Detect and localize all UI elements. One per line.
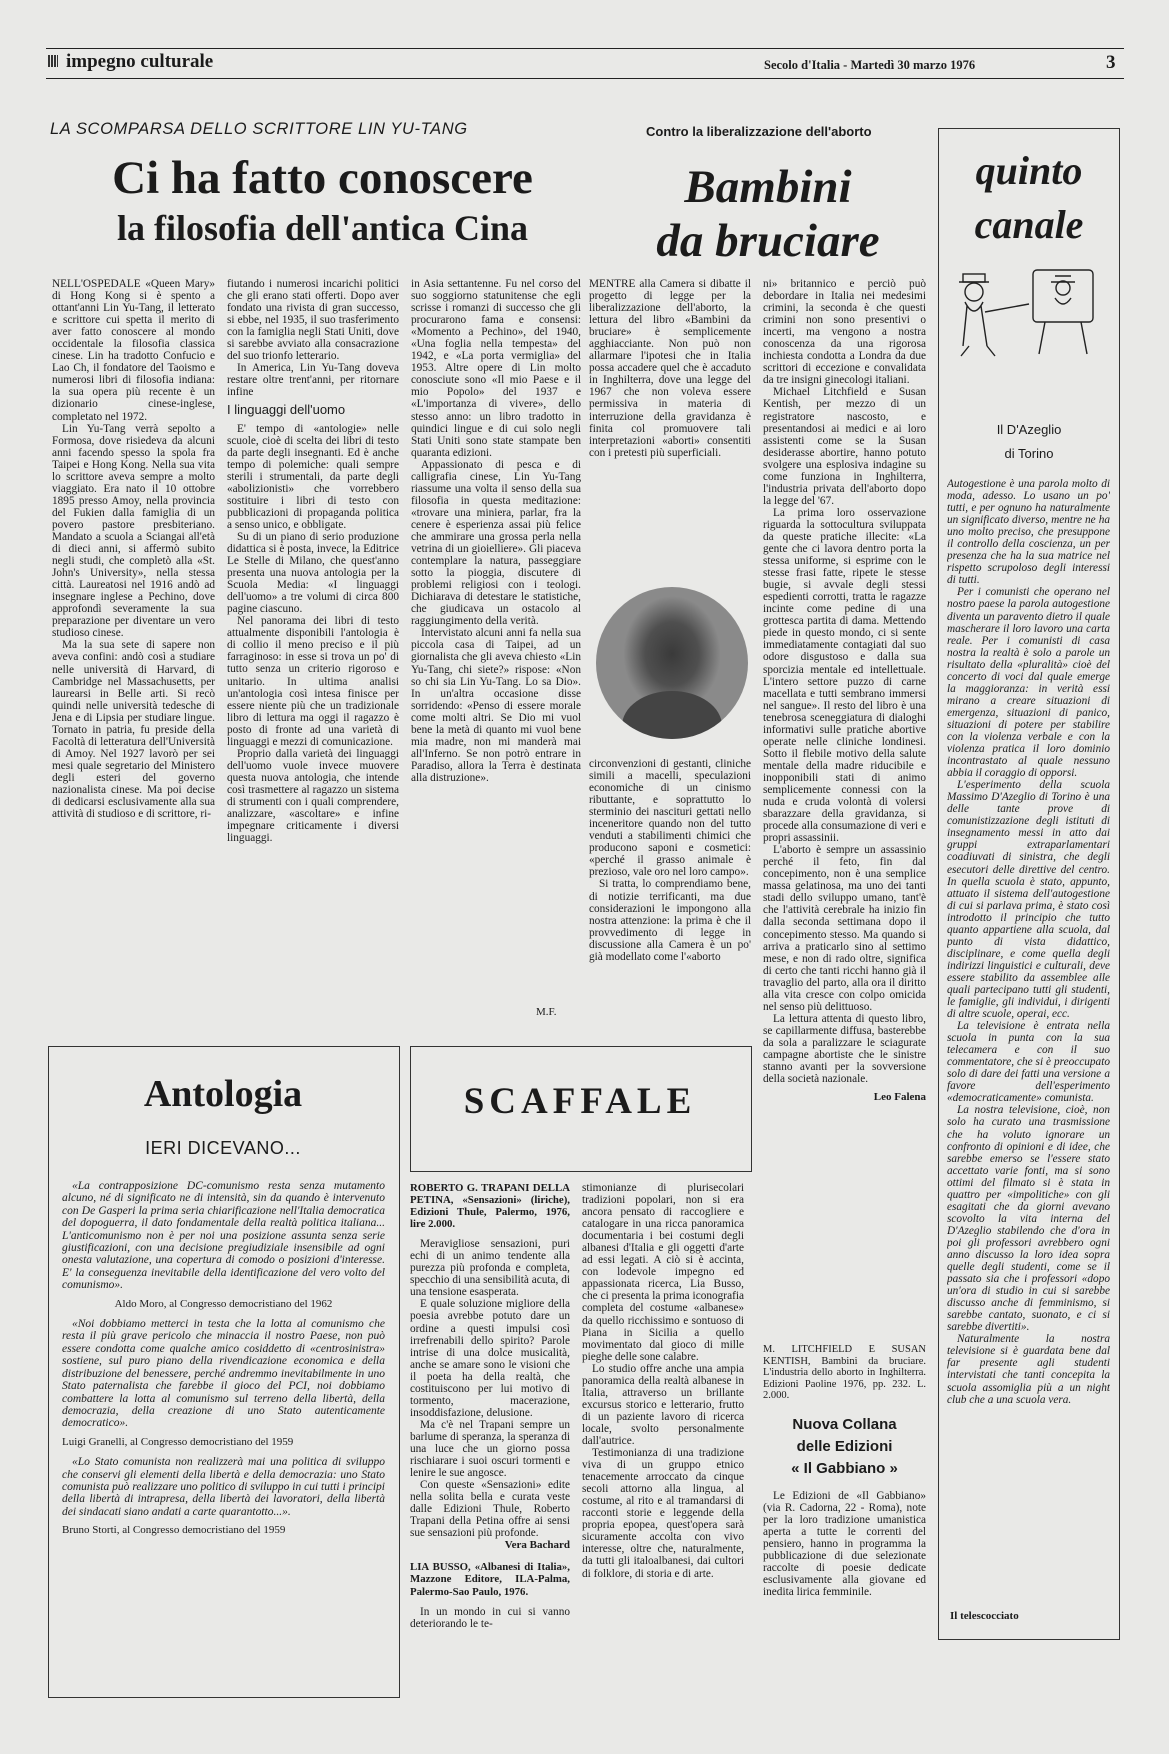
article1-col2-p2: In America, Lin Yu-Tang doveva restare oltre trent'anni, per ritornare infine <box>227 362 399 399</box>
antologia-quote1: «La contrapposizione DC-comunismo resta senza mutamento alcuno, né di significato ne di intensità, sin da quando è intervenuto con De Gasperi la prima seria chiarificazione nell'Italia democratica del dopoguerra, il dato fondamentale della realtà politica italiana... L'anticomunismo non è per noi una posizione assunta senza serie giustificazioni, con una decisione pregiudiziale insensibile ad ogni onesta valutazione, una copertura di comodo o posizioni d'interesse. E' la conseguenza inevitabile della identificazione del vero volto del comunismo». <box>62 1180 385 1292</box>
quinto-p4: La televisione è entrata nella scuola in punta con la sua telecamera e con il suo commentatore, che si è preoccupato solo di dare dei fatti una versione a favore dell'esperimento «democraticamente» comunista. <box>947 1020 1110 1105</box>
article1-col3-p1: in Asia settantenne. Fu nel corso del suo soggiorno statunitense che egli scrisse i romanzi di successo che gli procurarono fama e consensi: «Momento a Pechino», del 1940, «Una foglia nella tempesta» del 1942, e «La porta vermiglia» del 1953. Altre opere di Lin molto conosciute sono «Il mio Paese e il mio Popolo» del 1937 e «L'importanza di vivere», dello stesso anno: un libro tradotto in quindici lingue e di cui solo negli Stati Uniti sono state stampate ben quaranta edizioni. <box>411 278 581 459</box>
scaffale-col2-p2: Lo studio offre anche una ampia panoramica della realtà albanese in Italia, attraverso un brillante excursus storico e letterario, frutto di un paziente lavoro di ricerca locale, svolto personalmente dall'autrice. <box>582 1362 744 1447</box>
quinto-p2: Per i comunisti che operano nel nostro paese la parola autogestione diventa un paravento dietro il quale mascherare il loro lavoro una carta reale. Per i comunisti di casa nostra la realtà è solo a parole un risultato della «pluralità» cioè del concerto di voci dal quale emerge la maggioranza: in verità essi mirano a creare situazioni di emergenza, situazioni di panico, situazioni di potere per stabilire con la violenza verbale e con la violenza pratica il loro dominio incontrastato al quale nessuno abbia il coraggio di opporsi. <box>947 586 1110 780</box>
article2-signature: Leo Falena <box>873 1091 926 1104</box>
antologia-attr3: Bruno Storti, al Congresso democristiano del 1959 <box>62 1524 286 1537</box>
article2-col2-p4: L'aborto è sempre un assassinio perché il feto, fin dal concepimento, non è una semplice massa gelatinosa, ma uno dei tanti stadi dello sviluppo umano, tant'è che l'attività cerebrale ha inizio fin dalla seconda settimana dopo il concepimento stesso. Ma quando si arriva a praticarlo sino al settimo mese, e non di rado oltre, significa di certo che tanti ricchi hanno già il travaglio del parto, alla ora il diritto alla vita cresce con colpo omicida nel senso più delittuoso. <box>763 844 926 1013</box>
article2-book-reference: M. LITCHFIELD E SUSAN KENTISH, Bambini da bruciare. L'industria dello aborto in Inghilterra. Edizioni Paoline 1976, pp. 232. L. 2.000. <box>763 1344 926 1401</box>
collana-text: Le Edizioni de «Il Gabbiano» (via R. Cadorna, 22 - Roma), note per la loro tradizione umanistica aperta a tutte le correnti del pensiero, hanno in programma la pubblicazione di due selezionate raccolte di poesie dedicate esclusivamente alla giovane ed inedita lirica femminile. <box>763 1490 926 1599</box>
scaffale-title: SCAFFALE <box>463 1081 697 1122</box>
article2-title-line1: Bambini <box>684 161 852 213</box>
child-photo <box>596 587 748 739</box>
article1-col2-p3: E' tempo di «antologie» nelle scuole, cioè di scelta dei libri di testo da parte degli insegnanti. Ed è anche tempo di polemiche: quali sempre sterili i strumentali, da parte degli «abolizionisti» che vorrebbero sostituire i libri di testo con pubblicazioni di propaganda politica a senso unico, e obbligate. <box>227 422 399 531</box>
article1-col3-p3: Intervistato alcuni anni fa nella sua piccola casa di Taipei, ad un giornalista che gli aveva chiesto «Lin Yu-Tang, chi siete?» rispose: «Non so chi sia Lin Yu-Tang. Lo sa Dio». In un'altra occasione disse sorridendo: «Penso di essere morale come molti altri. Se Dio mi vuol bene la metà di quanto mi vuol bene mia madre, non mi manderà mai all'Inferno. Se non potrò entrare in Paradiso, allora la Terra è destinata alla distruzione». <box>411 627 581 784</box>
article1-kicker: LA SCOMPARSA DELLO SCRITTORE LIN YU-TANG <box>50 120 468 138</box>
collana-title-line1: Nuova Collana <box>792 1416 897 1433</box>
article2-col1-p3: Si tratta, lo comprendiamo bene, di notizie terrificanti, ma due considerazioni le impongono alla nostra attenzione: la prima è che il provvedimento di legge in discussione alla Camera è un po' già modellato come l'«aborto <box>589 878 751 963</box>
article1-title-line2: la filosofia dell'antica Cina <box>116 208 528 248</box>
scaffale-book1-p2: E quale soluzione migliore della poesia avrebbe potuto dare un ordine a questi impulsi così irrefrenabili dello spirito? Parole intrise di una dolce musicalità, anche se amare sono le visioni che il poeta ha della realtà, che costituiscono per lui motivo di tormento, macerazione, insoddisfazione, delusione. <box>410 1298 570 1419</box>
article2-title-line2: da bruciare <box>656 215 880 267</box>
quinto-byline-line2: di Torino <box>1004 446 1054 461</box>
scaffale-book2-p1: In un mondo in cui si vanno deteriorando le te- <box>410 1605 570 1630</box>
article1-col2-p4: Su di un piano di serio produzione didattica si è posta, invece, la Editrice Le Stelle di Milano, che quest'anno presenta una nuova antologia per la Scuola Media: «I linguaggi dell'uomo» a tre volumi di circa 800 pagine ciascuno. <box>227 530 399 616</box>
article2-title <box>598 160 938 268</box>
collana-body <box>763 1490 926 1695</box>
quinto-body <box>947 478 1110 1600</box>
article1-column-3 <box>411 278 581 998</box>
scaffale-column-1 <box>410 1182 570 1702</box>
quinto-signature: Il telescocciato <box>950 1610 1019 1622</box>
article1-col1-p1: NELL'OSPEDALE «Queen Mary» di Hong Kong si è spento a ottant'anni Lin Yu-Tang, il letterato e scrittore cui spetta il merito di aver fatto conoscere al mondo occidentale la filosofia classica cinese. Lin ha tradotto Confucio e Lao Ch, il fondatore del Taoismo e numerosi libri di filosofia indiana: la sua opera più recente è un dizionario cinese-inglese, completato nel 1972. <box>52 278 215 423</box>
quinto-title-line2: canale <box>974 202 1084 247</box>
tv-cartoon-illustration <box>955 262 1105 372</box>
scaffale-book1-ref: ROBERTO G. TRAPANI DELLA PETINA, «Sensazioni» (liriche), Edizioni Thule, Palermo, 1976, lire 2.000. <box>410 1182 570 1231</box>
newspaper-dateline: Secolo d'Italia - Martedì 30 marzo 1976 <box>764 58 976 72</box>
antologia-quote2: «Noi dobbiamo metterci in testa che la lotta al comunismo che resta il più grave pericolo che minaccia il nostro Paese, non può essere condotta come qualche amico cosiddetto di «centrosinistra» sostiene, sul puro piano della rivendicazione economica e della distribuzione del benessere, perché andremmo inevitabilmente in uno Stato paternalista che farebbe il gioco del PCI, noi dobbiamo combattere la lotta al comunismo sul terreno della libertà, della democrazia, della creazione di uno Stato autenticamente democratico». <box>62 1318 385 1430</box>
page-number: 3 <box>1106 52 1116 73</box>
article1-column-2 <box>227 278 399 1023</box>
collana-title-line3: « Il Gabbiano » <box>791 1460 898 1477</box>
article1-col1-p3: Ma la sua sete di sapere non aveva confini: andò così a studiare nelle università di Harvard, di Cambridge nel Massachusetts, per laurearsi in Belle arti. Si recò quindi nelle università tedesche di Jena e di Lipsia per studiare lingue. Tornato in patria, fu preside della Facoltà di letteratura dell'Università di Amoy. Nel 1927 lavorò per sei mesi quale segretario del Ministero degli esteri del governo nazionalista cinese. Ma poi decise di dedicarsi esclusivamente alla sua attività di studioso e di scrittore, ri- <box>52 639 215 821</box>
quinto-title-line1: quinto <box>975 148 1083 193</box>
article1-signature: M.F. <box>536 1006 557 1018</box>
article1-col2-p5: Nel panorama dei libri di testo attualmente disponibili l'antologia è di collio il meno preciso e il più farraginoso: in esse si trova un po' di tutto senza un criterio rigoroso e unitario. In ultima analisi un'antologia così intesa finisce per essere niente più che un tradizionale libro di lettura ma oggi il ragazzo è posto di fronte ad una varietà di linguaggi e mezzi di comunicazione. <box>227 615 399 748</box>
collana-title-line2: delle Edizioni <box>796 1438 893 1455</box>
antologia-attr1: Aldo Moro, al Congresso democristiano del 1962 <box>114 1297 333 1310</box>
article1-column-1 <box>52 278 215 1023</box>
quinto-p5: La nostra televisione, cioè, non solo ha curato una trasmissione che ha voluto ignorare un confronto di opinioni e di idee, che sarebbe emerso se l'essere stato accettato varie fonti, ma si sono ottimi del filmato si è stata in quattro per «impolitiche» con gli esagitati che da giorni avevano scovolto la vita interna del D'Azeglio stabilendo che d'ora in poi gli professori avrebbero ogni anno discusso la loro idea sopra quelle degli studenti, come se il passato sia che i professori «dopo un'ora di studio in cui si sarebbe discusso anche di femminismo, si sarebbe cantato, suonato, e ci si sarebbe divertiti». <box>947 1104 1110 1334</box>
quinto-p1: Autogestione è una parola molto di moda, adesso. Lo usano un po' tutti, e per ognuno ha naturalmente un significato diverso, mentre ne ha uno molto preciso, che presuppone il controllo della coscienza, un per presenza che ha la sua matrice nel rispetto scrupoloso degli interessi di tutti. <box>947 478 1110 587</box>
antologia-subtitle: IERI DICEVANO... <box>145 1138 301 1158</box>
quinto-byline-line1: Il D'Azeglio <box>996 422 1062 437</box>
article1-title-line1: Ci ha fatto conoscere <box>112 152 533 204</box>
scaffale-col2-p1: stimonianze di plurisecolari tradizioni popolari, non si era ancora pensato di raccogliere e catalogare in una ricca panoramica documentaria i bei costumi degli albanesi d'Italia e gli oggetti d'arte ad essi legati. A ciò si è accinta, con lodevole impegno ed appassionata ricerca, Lia Busso, che ci presenta la prima iconografia completa del costume «albanese» da quello ricchissimo e sontuoso di Piana in Sicilia a quello movimentato dal gioco di mille pieghe delle sone calabre. <box>582 1182 744 1363</box>
article2-kicker: Contro la liberalizzazione dell'aborto <box>646 124 872 139</box>
scaffale-column-2 <box>582 1182 744 1702</box>
header-rule-bottom <box>46 78 1124 79</box>
article1-col1-p2: Lin Yu-Tang verrà sepolto a Formosa, dove risiedeva da alcuni anni facendo spesso la spola fra Taipei e Hong Kong. Nella sua vita lo scrittore aveva sempre a molto viaggiato. Era nato il 10 ottobre 1895 presso Amoy, nella provincia del Fukien dalla famiglia di un povero pastore presbiteriano. Mandato a scuola a Sciangai all'età di dieci anni, si affermò subito negli studi, che completò alla «St. John's University», nella stessa città. Laureatosi nel 1916 andò ad insegnare inglese a Pechino, dove approfondì severamente la sua preparazione per diventare un vero studioso cinese. <box>52 422 215 640</box>
child-photo-shoulders <box>622 691 722 739</box>
quinto-p6: Naturalmente la nostra televisione si è guardata bene dal far presente agli studenti intervistati che tanti concepita la scuola assomiglia più a un night club che a una scuola vera. <box>947 1333 1110 1406</box>
article2-column-1b <box>589 758 751 1023</box>
quinto-p3: L'esperimento della scuola Massimo D'Azeglio di Torino è una delle tante prove di comunistizzazione degli istituti di insegnamento messi in atto dai gruppi extraparlamentari coadiuvati di sinistra, che degli esecutori delle direttive del centro. In quella scuola è stato, appunto, attuato il sistema dell'autogestione di cui si parlava prima, è stato così introdotto il principio che tutto quanto appartiene alla scuola, dal punto di vista didattico, disciplinare, e come quella degli indirizzi linguistici e culturali, deve essere stabilito da assemblee alle quali partecipano tutti gli studenti, le famiglie, gli individui, i dirigenti di altre scuole, operai, ecc. <box>947 779 1110 1021</box>
antologia-quote3: «Lo Stato comunista non realizzerà mai una politica di sviluppo che conservi gli elementi della libertà e della democrazia: uno Stato comunista può realizzare uno politico di sviluppo in cui tutti i principi della libertà di intrapresa, della libertà dei lavoratori, della libertà dei sindacati siano andati a carte quarantotto...». <box>62 1456 385 1518</box>
article2-column-2 <box>763 278 926 1388</box>
article1-col2-p1: fiutando i numerosi incarichi politici che gli erano stati offerti. Dopo aver fondato una rivista di gran successo, si ebbe, nel 1935, il suo trasferimento con la famiglia negli Stati Uniti, dove si sarebbe avviato alla consacrazione del suo trionfo letterario. <box>227 278 399 363</box>
scaffale-col2-p3: Testimonianza di una tradizione viva di un gruppo etnico tenacemente arroccato da cinque secoli attorno alla lingua, al costume, al rito e al tramandarsi di racconti storie e leggende della propria epopea, quest'opera sarà sicuramente accolta con vivo interesse, oltre che, naturalmente, da tutti gli italoalbanesi, dai cultori di folklore, di storia e di arte. <box>582 1447 744 1580</box>
scaffale-book1-sign: Vera Bachard <box>504 1539 570 1552</box>
collana-title <box>763 1414 926 1480</box>
scaffale-book1-p3: Ma c'è nel Trapani sempre un barlume di speranza, la speranza di una luce che un giorno possa rischiarare i suoi oscuri tormenti e lenire le sue angosce. <box>410 1418 570 1480</box>
section-label: impegno culturale <box>66 51 214 72</box>
scaffale-book1-p4: Con queste «Sensazioni» edite nella solita bella e curata veste dalle Edizioni Thule, Roberto Trapani della Petina offre ai sensi sue sensazioni più profonde. <box>410 1479 570 1540</box>
scaffale-book2-ref: LIA BUSSO, «Albanesi di Italia», Mazzone Editore, ILA-Palma, Palermo-Sao Paulo, 1976. <box>410 1561 570 1598</box>
article1-col3-p2: Appassionato di pesca e di calligrafia cinese, Lin Yu-Tang riassume una volta il senso della sua filosofia in questa meditazione: «trovare una miniera, parlar, fra la cenere è esperienza assai più felice che ammirare una grossa perla nella vetrina di un gioielliere». Gli piaceva contemplare la natura, passeggiare sotto la pioggia, discutere di problemi religiosi con i teologi. Dichiarava di detestare le statistiche, che giudicava un ostacolo al raggiungimento della verità. <box>411 458 581 628</box>
article2-col2-p5: La lettura attenta di questo libro, se capillarmente diffusa, basterebbe da sola a paralizzare le sciagurate campagne abortiste che le sinistre stanno avanti per la sovversione della società nazionale. <box>763 1012 926 1086</box>
article2-column-1a <box>589 278 751 538</box>
quinto-byline <box>942 418 1116 466</box>
scaffale-book1-p1: Meravigliose sensazioni, puri echi di un animo tendente alla purezza più profonda e completa, specchio di una sensibilità acuta, di una tensione esasperata. <box>410 1238 570 1299</box>
article2-col2-p2: Michael Litchfield e Susan Kentish, per mezzo di un registratore nascosto, e presentandosi ai medici e ai loro assistenti come se la Susan desiderasse abortire, hanno potuto svolgere una esplosiva indagine su come funziona in Inghilterra, l'industria privata dell'aborto dopo la legge del '67. <box>763 386 926 507</box>
header-marker-icon <box>48 55 58 67</box>
article1-subheading: I linguaggi dell'uomo <box>227 402 346 418</box>
article1-col2-p6: Proprio dalla varietà dei linguaggi dell'uomo vuole invece muovere questa nuova antologia, che intende così trasmettere al ragazzo un sistema di strumenti con i quali comprendere, analizzare, «ascoltare» e infine impegnare criticamente i diversi linguaggi. <box>227 747 399 845</box>
antologia-title: Antologia <box>143 1073 303 1115</box>
header-rule <box>46 48 1124 49</box>
antologia-attr2: Luigi Granelli, al Congresso democristiano del 1959 <box>62 1435 294 1448</box>
article2-col2-p3: La prima loro osservazione riguarda la sottocultura sviluppata da queste pratiche illecite: «La gente che ci lavora dentro porta la stessa uniforme, si esprime con le stesse frasi fatte, ripete le stesse bugie, si avvale degli stessi espedienti corrotti, tratta le ragazze incinte come pedine di una grottesca partita di dama. Mettendo piede in questo mondo, ci si sente immediatamente contagiati dal suo odore disgustoso e dalla sua sporcizia mentale ed intellettuale. L'intero settore puzzo di carne macellata e tutti sembrano immersi nel sangue». Il resto del libro è una tenebrosa sceneggiatura di dialoghi informativi sulle pratiche abortive operate nelle cliniche londinesi. Sotto il flebile motivo della salute mentale della madre riducibile e inopponibili stati di animo semplicemente connessi con la nuda e cruda volontà di volersi sbarazzare della gravidanza, si procede alla consumazione di veri e propri assassinii. <box>763 506 926 845</box>
article2-col1-p2: circonvenzioni di gestanti, cliniche simili a macelli, speculazioni economiche di un cinismo ributtante, e soprattutto lo sterminio dei nascituri gettati nello inceneritore quando non del tutto venduti a stabilimenti chimici che producono saponi e cosmetici: «perché il grasso animale è prezioso, vale oro nel loro campo». <box>589 758 751 879</box>
article2-col2-p1: ni» britannico e perciò può debordare in Italia nei medesimi crimini, la seconda è che questi crimini non sono presentivi o incerti, ma vengono a nostra conoscenza da una rigorosa inchiesta condotta a Londra da due scrittori di eccezione e convalidata da tre insigni ginecologi italiani. <box>763 278 926 387</box>
quinto-canale-title <box>942 144 1116 252</box>
article2-col1-p1: MENTRE alla Camera si dibatte il progetto di legge per la liberalizzazione dell'aborto, la lettura del libro «Bambini da bruciare» è semplicemente agghiacciante. Non può non allarmare l'ipotesi che in Italia possa accadere quel che è accaduto in Inghilterra, dove una legge del 1967 che non voleva essere permissiva in materia di interruzione della gravidanza è finita col promuovere tali interpretazioni «aborti» consentiti con i pretesti più superficiali. <box>589 278 751 459</box>
antologia-body <box>62 1180 385 1680</box>
article1-title <box>50 152 595 252</box>
